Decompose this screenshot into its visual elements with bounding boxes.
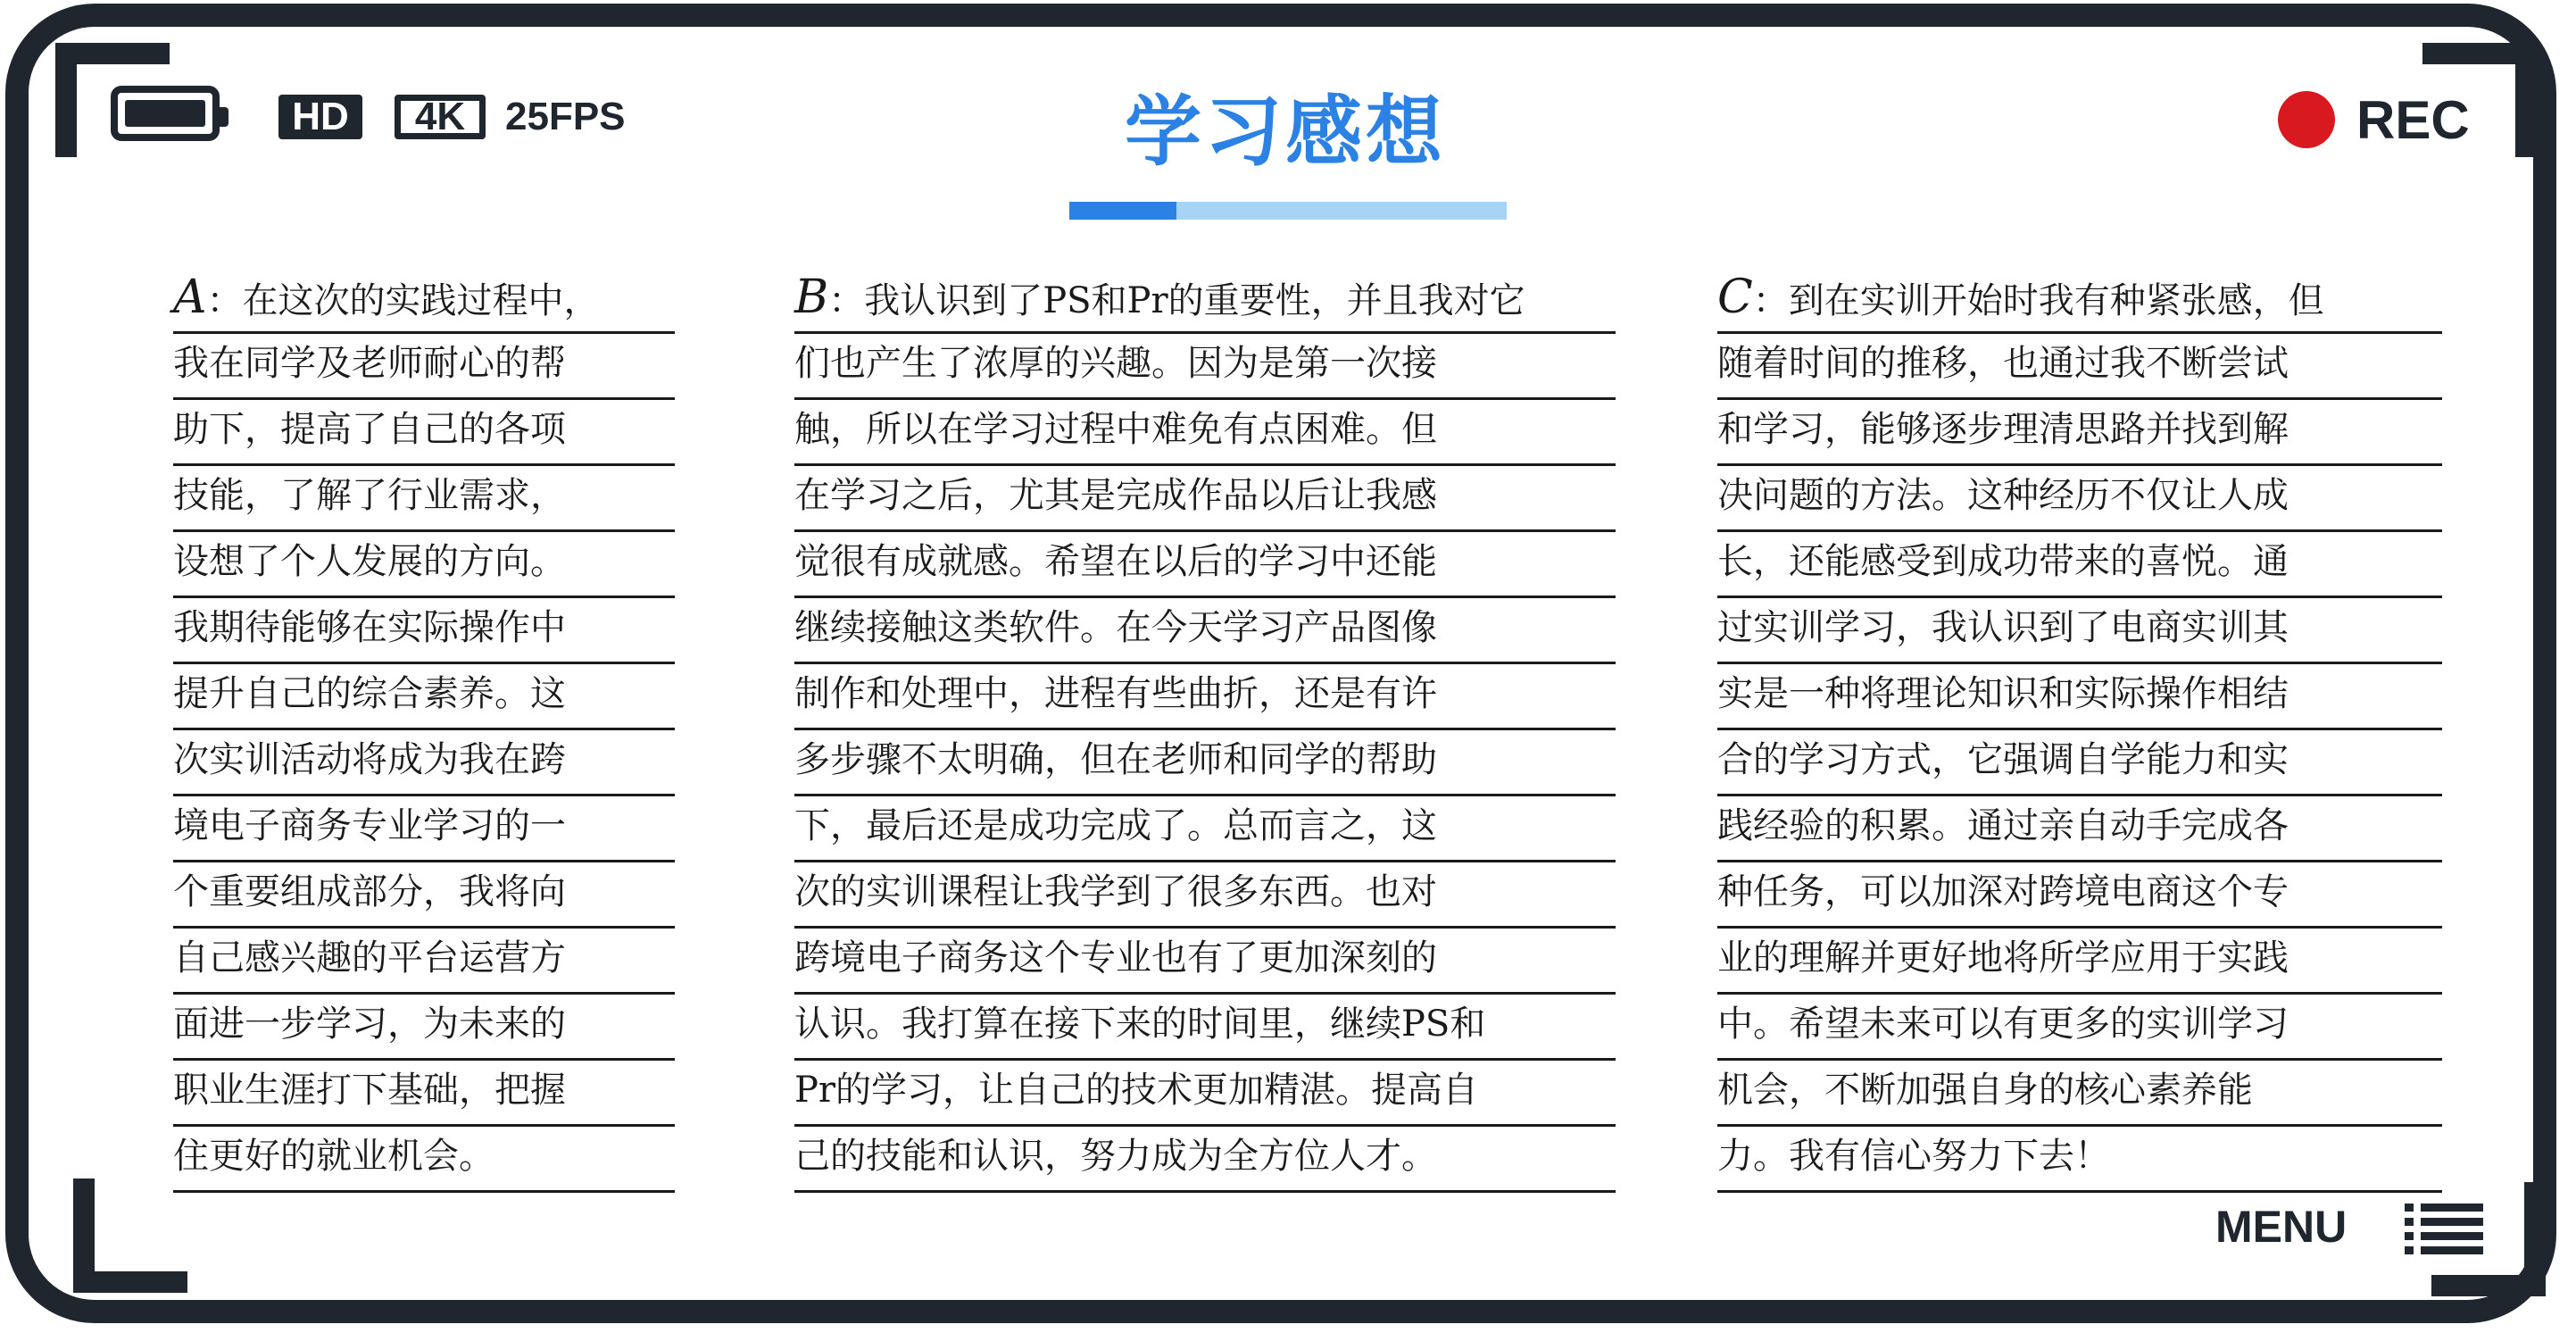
text-line: 次的实训课程让我学到了很多东西。也对 xyxy=(794,862,1616,929)
text-line: 跨境电子商务这个专业也有了更加深刻的 xyxy=(794,929,1616,995)
page-title: 学习感想 xyxy=(1125,87,1446,177)
text-line: 种任务，可以加深对跨境电商这个专 xyxy=(1717,862,2442,929)
text-line xyxy=(173,268,675,334)
text-line: 设想了个人发展的方向。 xyxy=(173,532,675,598)
text-line: 技能，了解了行业需求， xyxy=(173,466,675,532)
text-line: 合的学习方式，它强调自学能力和实 xyxy=(1717,730,2442,796)
text-line: 面进一步学习，为未来的 xyxy=(173,995,675,1061)
viewfinder-corner-bottom-left xyxy=(73,1179,187,1293)
text-line: 提升自己的综合素养。这 xyxy=(173,664,675,730)
text-line: 下，最后还是成功完成了。总而言之，这 xyxy=(794,796,1616,862)
text-line: 己的技能和认识，努力成为全方位人才。 xyxy=(794,1127,1616,1193)
battery-icon xyxy=(111,86,220,141)
text-line: 长，还能感受到成功带来的喜悦。通 xyxy=(1717,532,2442,598)
text-line: 触，所以在学习过程中难免有点困难。但 xyxy=(794,400,1616,466)
text-line: 中。希望未来可以有更多的实训学习 xyxy=(1717,995,2442,1061)
column-b xyxy=(794,268,1616,1193)
section-label: A xyxy=(173,271,207,324)
text-line: 个重要组成部分，我将向 xyxy=(173,862,675,929)
menu-label[interactable]: MENU xyxy=(2215,1202,2347,1252)
text-line: 我在同学及老师耐心的帮 xyxy=(173,334,675,400)
text-line: 助下，提高了自己的各项 xyxy=(173,400,675,466)
text-line: 次实训活动将成为我在跨 xyxy=(173,730,675,796)
text-line: 和学习，能够逐步理清思路并找到解 xyxy=(1717,400,2442,466)
record-dot-icon xyxy=(2278,91,2335,148)
column-c xyxy=(1717,268,2442,1193)
text-line: 我期待能够在实际操作中 xyxy=(173,598,675,664)
menu-icon[interactable] xyxy=(2405,1200,2483,1257)
text-line: 在学习之后，尤其是完成作品以后让我感 xyxy=(794,466,1616,532)
text-line: Pr的学习，让自己的技术更加精湛。提高自 xyxy=(794,1061,1616,1127)
rec-label: REC xyxy=(2356,90,2470,150)
text-line: 住更好的就业机会。 xyxy=(173,1127,675,1193)
section-label: C xyxy=(1717,271,1753,324)
4k-badge: 4K xyxy=(395,95,486,139)
text-line: 制作和处理中，进程有些曲折，还是有许 xyxy=(794,664,1616,730)
line-text: ：在这次的实践过程中， xyxy=(206,280,600,321)
text-line: 认识。我打算在接下来的时间里，继续PS和 xyxy=(794,995,1616,1061)
text-line: 践经验的积累。通过亲自动手完成各 xyxy=(1717,796,2442,862)
text-line: 职业生涯打下基础，把握 xyxy=(173,1061,675,1127)
fps-label: 25FPS xyxy=(505,95,626,138)
text-line: 自己感兴趣的平台运营方 xyxy=(173,929,675,995)
text-line: 实是一种将理论知识和实际操作相结 xyxy=(1717,664,2442,730)
text-line xyxy=(1717,268,2442,334)
text-line: 决问题的方法。这种经历不仅让人成 xyxy=(1717,466,2442,532)
text-line: 机会，不断加强自身的核心素养能 xyxy=(1717,1061,2442,1127)
text-line: 过实训学习，我认识到了电商实训其 xyxy=(1717,598,2442,664)
text-line: 们也产生了浓厚的兴趣。因为是第一次接 xyxy=(794,334,1616,400)
text-line: 业的理解并更好地将所学应用于实践 xyxy=(1717,929,2442,995)
text-line: 力。我有信心努力下去！ xyxy=(1717,1127,2442,1193)
text-line: 继续接触这类软件。在今天学习产品图像 xyxy=(794,598,1616,664)
text-line: 随着时间的推移，也通过我不断尝试 xyxy=(1717,334,2442,400)
text-line xyxy=(794,268,1616,334)
line-text: ：我认识到了PS和Pr的重要性，并且我对它 xyxy=(828,280,1525,321)
title-underline xyxy=(1176,202,1507,220)
line-text: ：到在实训开始时我有种紧张感，但 xyxy=(1752,280,2324,321)
text-line: 多步骤不太明确，但在老师和同学的帮助 xyxy=(794,730,1616,796)
column-a xyxy=(173,268,675,1193)
text-line: 境电子商务专业学习的一 xyxy=(173,796,675,862)
hd-badge: HD xyxy=(278,95,362,139)
text-line: 觉很有成就感。希望在以后的学习中还能 xyxy=(794,532,1616,598)
title-underline-accent xyxy=(1069,202,1176,220)
section-label: B xyxy=(794,271,829,324)
